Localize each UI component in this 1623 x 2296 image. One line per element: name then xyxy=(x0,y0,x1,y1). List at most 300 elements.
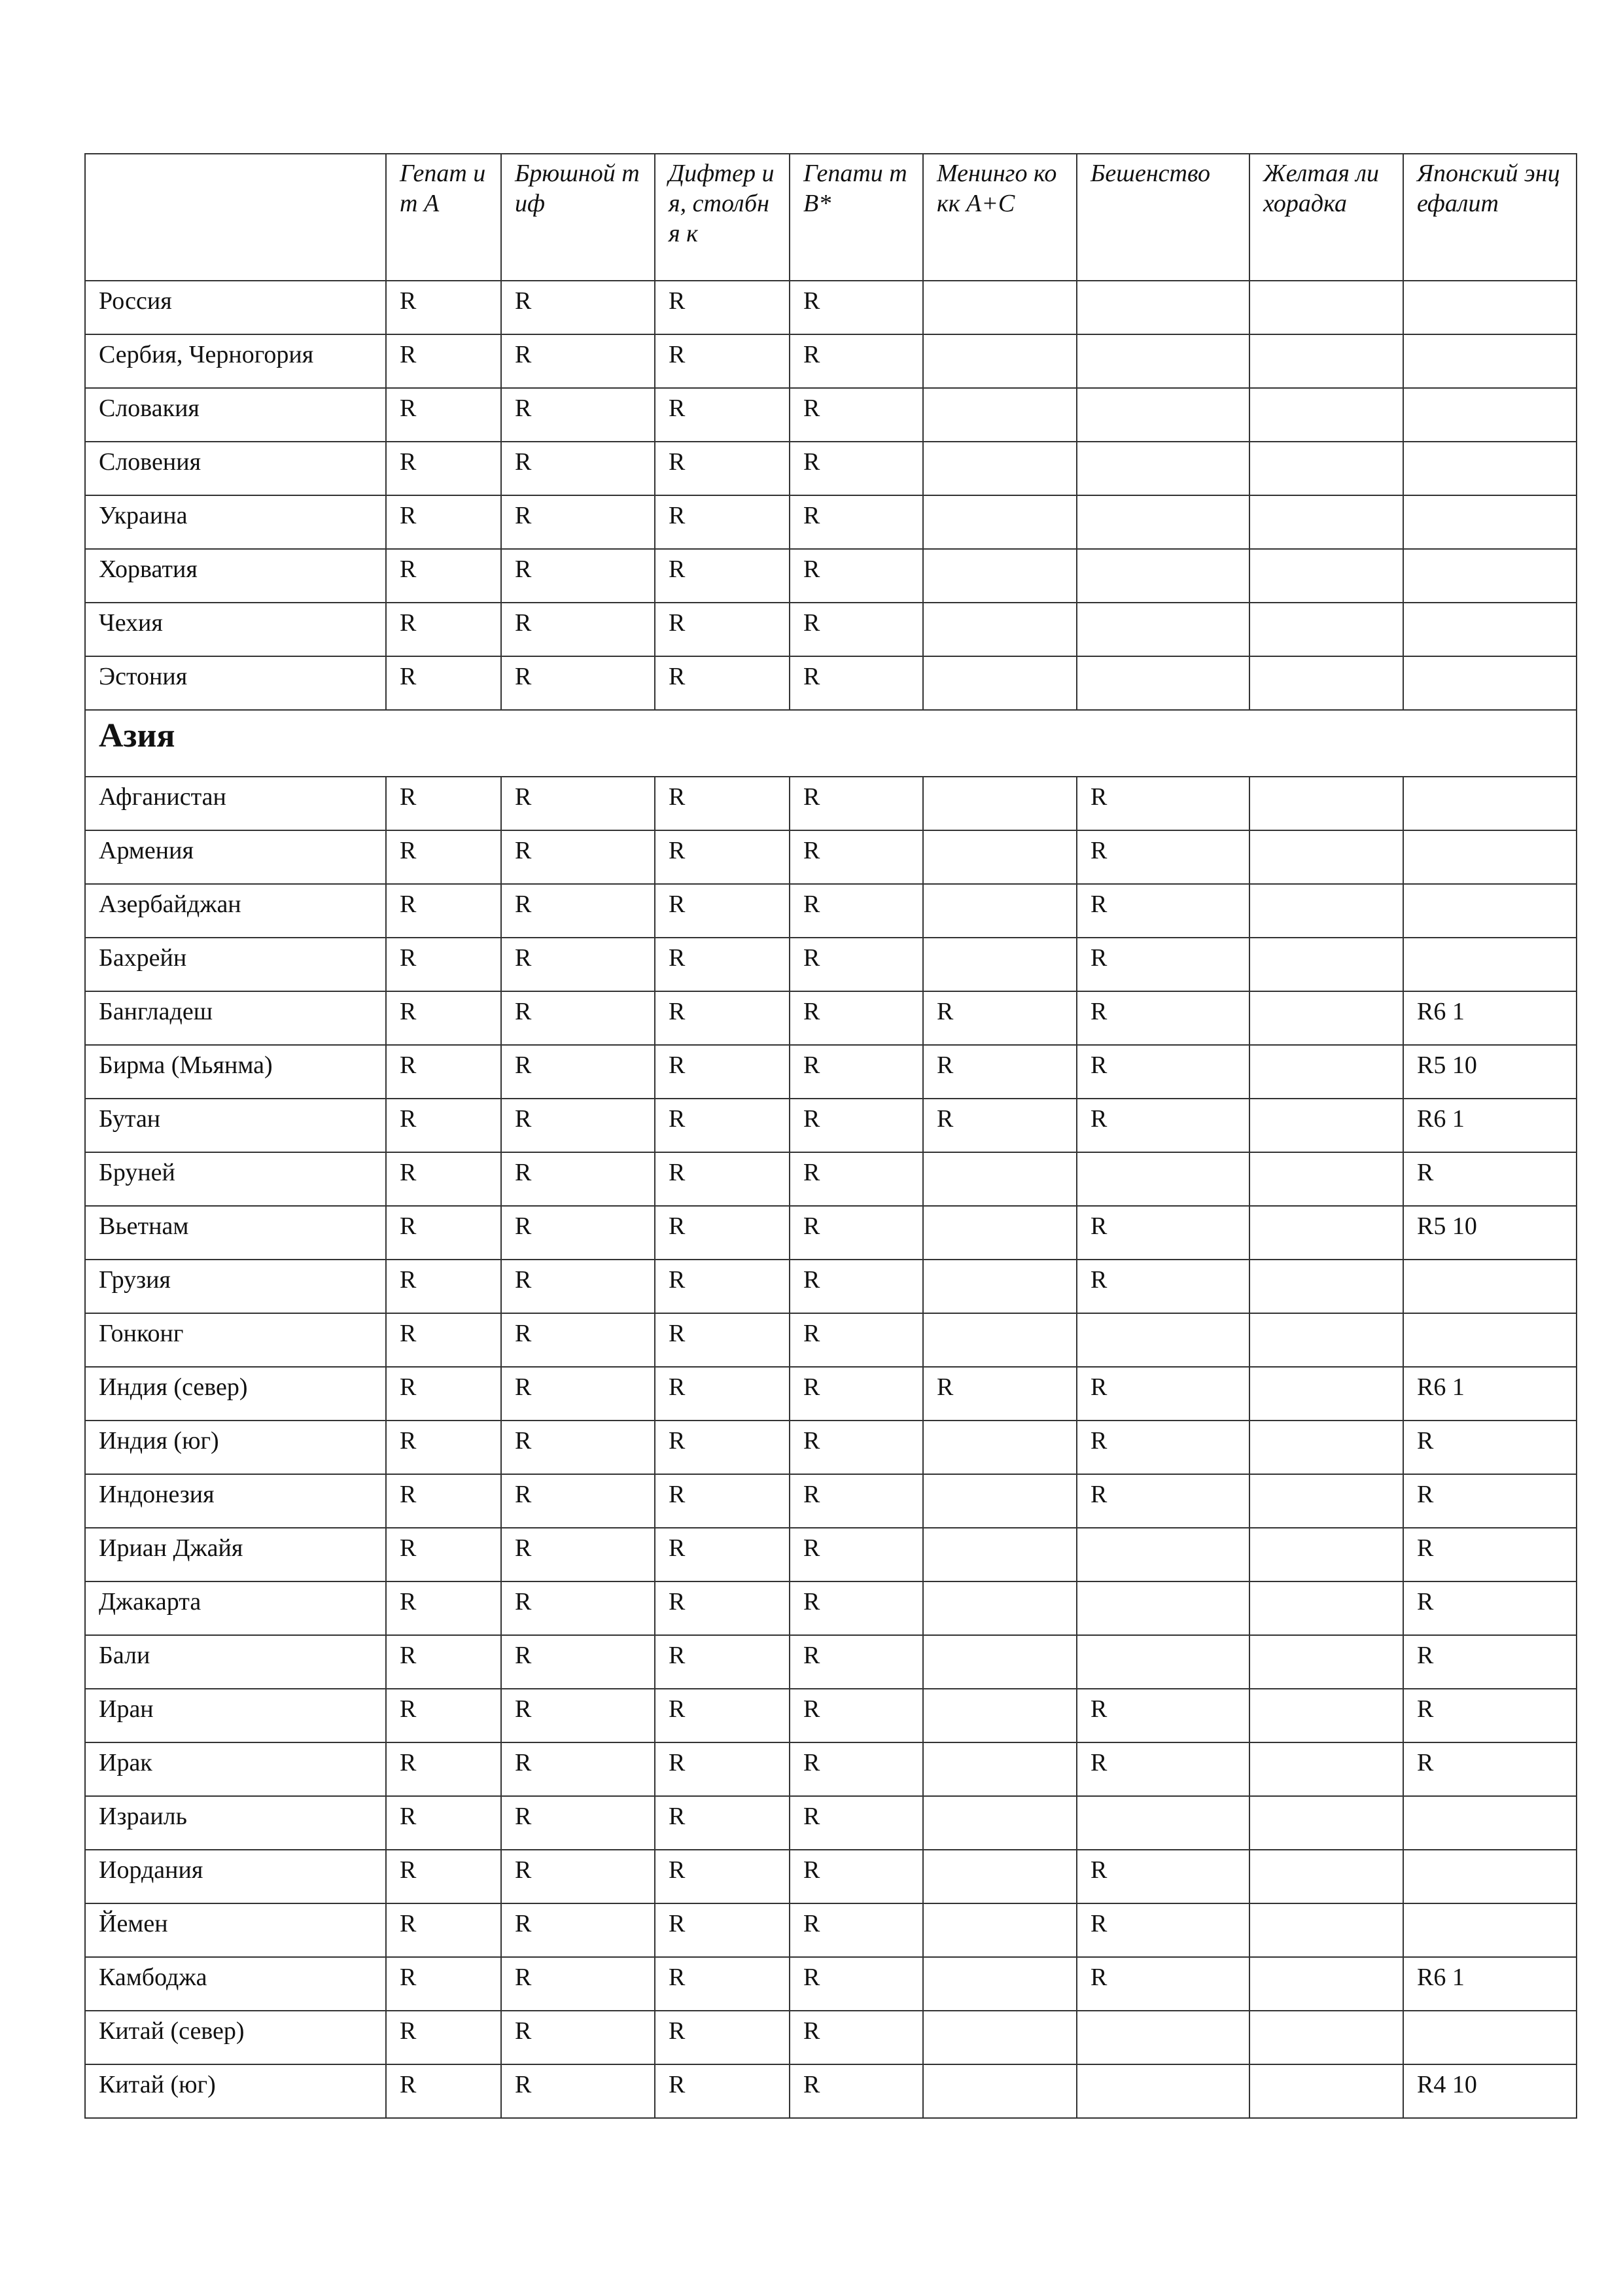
vaccine-cell xyxy=(923,1421,1077,1474)
table-row xyxy=(85,1045,1577,1099)
header-cell-japanese-encephalitis: Японский энцефалит xyxy=(1403,154,1577,281)
header-cell-rabies: Бешенство xyxy=(1077,154,1249,281)
table-row xyxy=(85,281,1577,334)
country-cell: Бутан xyxy=(85,1099,386,1152)
vaccine-cell xyxy=(1403,1796,1577,1850)
header-cell-meningococcus: Менинго кокк А+С xyxy=(923,154,1077,281)
vaccine-cell: R xyxy=(655,334,790,388)
table-row xyxy=(85,388,1577,442)
vaccine-cell: R xyxy=(501,442,655,495)
vaccine-cell: R xyxy=(386,603,501,656)
vaccine-cell xyxy=(923,549,1077,603)
vaccine-cell xyxy=(1249,2064,1403,2118)
table-row xyxy=(85,1099,1577,1152)
country-cell: Камбоджа xyxy=(85,1957,386,2011)
country-cell: Азербайджан xyxy=(85,884,386,938)
vaccine-cell xyxy=(923,442,1077,495)
vaccine-cell: R xyxy=(655,1581,790,1635)
vaccine-cell: R xyxy=(1403,1152,1577,1206)
vaccine-cell xyxy=(1249,442,1403,495)
vaccine-cell: R xyxy=(501,1635,655,1689)
table-row xyxy=(85,1260,1577,1313)
vaccine-cell xyxy=(1077,1152,1249,1206)
vaccine-cell: R xyxy=(386,1152,501,1206)
vaccine-cell: R xyxy=(655,549,790,603)
table-row xyxy=(85,495,1577,549)
country-cell: Бали xyxy=(85,1635,386,1689)
vaccine-cell: R xyxy=(655,1796,790,1850)
vaccine-cell: R xyxy=(1077,1957,1249,2011)
country-cell: Бирма (Мьянма) xyxy=(85,1045,386,1099)
vaccine-cell: R xyxy=(790,334,923,388)
vaccine-cell: R6 1 xyxy=(1403,1367,1577,1421)
vaccine-cell xyxy=(1403,1903,1577,1957)
vaccine-cell: R6 1 xyxy=(1403,991,1577,1045)
vaccine-cell xyxy=(923,388,1077,442)
table-row xyxy=(85,1152,1577,1206)
vaccine-cell: R xyxy=(790,2064,923,2118)
country-cell: Чехия xyxy=(85,603,386,656)
table-row xyxy=(85,656,1577,710)
vaccine-cell xyxy=(923,1260,1077,1313)
vaccine-cell xyxy=(1403,656,1577,710)
section-row xyxy=(85,710,1577,777)
vaccine-cell: R xyxy=(501,830,655,884)
vaccine-cell: R xyxy=(386,1367,501,1421)
vaccine-cell: R xyxy=(1077,1742,1249,1796)
vaccine-cell xyxy=(923,603,1077,656)
country-cell: Йемен xyxy=(85,1903,386,1957)
vaccine-cell: R xyxy=(790,1689,923,1742)
table-row xyxy=(85,1957,1577,2011)
vaccine-cell: R xyxy=(655,938,790,991)
vaccine-cell xyxy=(923,2011,1077,2064)
vaccine-cell: R xyxy=(655,1957,790,2011)
vaccine-cell: R xyxy=(655,1742,790,1796)
vaccine-cell: R xyxy=(1403,1474,1577,1528)
country-cell: Словения xyxy=(85,442,386,495)
country-cell: Китай (север) xyxy=(85,2011,386,2064)
vaccine-cell: R xyxy=(790,495,923,549)
vaccine-cell: R xyxy=(790,1367,923,1421)
vaccine-cell: R xyxy=(790,1474,923,1528)
vaccine-cell: R xyxy=(655,991,790,1045)
vaccine-cell: R xyxy=(386,281,501,334)
country-cell: Россия xyxy=(85,281,386,334)
table-row xyxy=(85,549,1577,603)
vaccine-cell xyxy=(1077,1635,1249,1689)
vaccine-cell: R xyxy=(386,1635,501,1689)
vaccine-cell: R xyxy=(501,1260,655,1313)
table-row xyxy=(85,1367,1577,1421)
vaccine-cell xyxy=(1249,1903,1403,1957)
vaccine-cell xyxy=(1403,1260,1577,1313)
country-cell: Иран xyxy=(85,1689,386,1742)
vaccine-cell xyxy=(1249,1421,1403,1474)
vaccine-cell xyxy=(1077,2011,1249,2064)
vaccine-cell: R xyxy=(790,938,923,991)
vaccine-cell: R xyxy=(501,884,655,938)
vaccine-cell xyxy=(923,1689,1077,1742)
header-cell-hepatitis-b: Гепати т В* xyxy=(790,154,923,281)
vaccine-cell: R xyxy=(501,1474,655,1528)
vaccine-cell xyxy=(1077,1313,1249,1367)
vaccine-cell: R xyxy=(790,1421,923,1474)
country-cell: Бангладеш xyxy=(85,991,386,1045)
vaccine-cell: R xyxy=(1077,1689,1249,1742)
vaccine-cell: R xyxy=(386,656,501,710)
vaccine-cell xyxy=(923,281,1077,334)
country-cell: Сербия, Черногория xyxy=(85,334,386,388)
vaccine-cell: R xyxy=(1077,991,1249,1045)
table-row xyxy=(85,334,1577,388)
header-cell-yellow-fever: Желтая лихорадка xyxy=(1249,154,1403,281)
vaccine-cell: R xyxy=(655,442,790,495)
vaccine-cell: R xyxy=(501,1099,655,1152)
vaccine-cell xyxy=(1077,495,1249,549)
country-cell: Армения xyxy=(85,830,386,884)
country-cell: Израиль xyxy=(85,1796,386,1850)
vaccine-cell xyxy=(1249,1689,1403,1742)
table-row xyxy=(85,1313,1577,1367)
vaccine-cell: R xyxy=(655,1635,790,1689)
vaccine-cell: R xyxy=(501,777,655,830)
vaccine-cell: R xyxy=(655,281,790,334)
vaccine-cell: R xyxy=(501,334,655,388)
table-row xyxy=(85,1903,1577,1957)
vaccine-cell: R xyxy=(386,777,501,830)
country-cell: Афганистан xyxy=(85,777,386,830)
vaccine-cell xyxy=(1249,830,1403,884)
vaccine-cell xyxy=(1249,549,1403,603)
vaccine-cell: R xyxy=(386,1045,501,1099)
vaccine-cell: R xyxy=(386,549,501,603)
table-row xyxy=(85,1421,1577,1474)
vaccine-cell xyxy=(923,1581,1077,1635)
vaccine-cell: R xyxy=(1077,1045,1249,1099)
vaccine-cell: R xyxy=(386,884,501,938)
vaccine-cell xyxy=(923,830,1077,884)
vaccine-cell xyxy=(1077,603,1249,656)
vaccine-cell xyxy=(1403,388,1577,442)
vaccine-cell: R xyxy=(790,1528,923,1581)
vaccine-cell: R xyxy=(790,1850,923,1903)
table-row xyxy=(85,938,1577,991)
vaccine-cell: R xyxy=(790,656,923,710)
vaccine-cell xyxy=(923,1850,1077,1903)
vaccine-cell: R xyxy=(386,1099,501,1152)
vaccine-cell: R xyxy=(386,991,501,1045)
vaccine-cell xyxy=(1403,603,1577,656)
vaccine-cell: R xyxy=(790,281,923,334)
vaccine-cell: R xyxy=(790,1796,923,1850)
vaccine-cell: R xyxy=(655,388,790,442)
vaccine-cell xyxy=(1077,656,1249,710)
vaccine-cell: R xyxy=(501,549,655,603)
vaccine-cell xyxy=(1249,1152,1403,1206)
vaccine-cell: R xyxy=(501,991,655,1045)
vaccine-cell xyxy=(1249,1045,1403,1099)
vaccine-cell: R xyxy=(655,1903,790,1957)
header-row xyxy=(85,154,1577,281)
country-cell: Украина xyxy=(85,495,386,549)
vaccine-cell xyxy=(923,1206,1077,1260)
vaccine-cell xyxy=(1077,334,1249,388)
country-cell: Индонезия xyxy=(85,1474,386,1528)
table-row xyxy=(85,777,1577,830)
vaccine-cell xyxy=(1249,1313,1403,1367)
vaccine-cell xyxy=(1403,2011,1577,2064)
vaccine-cell: R xyxy=(386,1421,501,1474)
vaccine-cell xyxy=(1249,334,1403,388)
vaccine-cell xyxy=(1249,2011,1403,2064)
vaccine-cell: R xyxy=(386,1581,501,1635)
vaccine-cell xyxy=(923,495,1077,549)
vaccine-cell xyxy=(923,656,1077,710)
vaccine-cell xyxy=(923,777,1077,830)
vaccine-cell: R xyxy=(501,603,655,656)
vaccine-cell: R xyxy=(386,1528,501,1581)
vaccine-cell: R4 10 xyxy=(1403,2064,1577,2118)
vaccine-cell xyxy=(1249,495,1403,549)
vaccine-cell: R xyxy=(1077,1367,1249,1421)
vaccine-cell: R xyxy=(501,388,655,442)
vaccine-cell xyxy=(1249,1474,1403,1528)
vaccine-cell: R xyxy=(655,884,790,938)
vaccine-cell: R xyxy=(386,2064,501,2118)
vaccine-cell: R xyxy=(1403,1528,1577,1581)
vaccine-cell: R xyxy=(1077,1260,1249,1313)
vaccine-cell: R xyxy=(1077,884,1249,938)
country-cell: Бахрейн xyxy=(85,938,386,991)
vaccine-cell: R xyxy=(386,938,501,991)
vaccine-cell xyxy=(1249,603,1403,656)
vaccine-cell xyxy=(1403,442,1577,495)
vaccine-cell xyxy=(923,1528,1077,1581)
vaccine-cell: R xyxy=(386,1903,501,1957)
vaccine-cell xyxy=(1077,1581,1249,1635)
vaccine-cell xyxy=(1249,281,1403,334)
vaccine-cell: R xyxy=(1077,777,1249,830)
vaccine-cell xyxy=(923,334,1077,388)
vaccine-cell: R xyxy=(655,1099,790,1152)
vaccine-cell: R xyxy=(655,1367,790,1421)
country-cell: Эстония xyxy=(85,656,386,710)
vaccine-cell xyxy=(1249,1260,1403,1313)
vaccine-cell: R xyxy=(655,1528,790,1581)
table-row xyxy=(85,1528,1577,1581)
vaccine-cell: R xyxy=(386,1742,501,1796)
vaccine-cell xyxy=(1403,1850,1577,1903)
vaccine-cell xyxy=(1249,1206,1403,1260)
vaccine-cell: R xyxy=(923,1045,1077,1099)
vaccine-cell: R xyxy=(655,603,790,656)
vaccine-cell: R xyxy=(386,1313,501,1367)
vaccine-cell xyxy=(1077,2064,1249,2118)
vaccine-cell: R xyxy=(790,549,923,603)
vaccine-cell: R xyxy=(501,1957,655,2011)
vaccine-cell: R xyxy=(790,442,923,495)
vaccine-cell xyxy=(1403,281,1577,334)
vaccine-cell: R xyxy=(655,656,790,710)
table-row xyxy=(85,1689,1577,1742)
vaccine-cell xyxy=(923,1742,1077,1796)
table-row xyxy=(85,1796,1577,1850)
vaccine-cell: R xyxy=(501,1796,655,1850)
vaccine-cell: R xyxy=(501,1903,655,1957)
vaccine-cell xyxy=(1403,334,1577,388)
vaccine-cell: R xyxy=(655,1474,790,1528)
vaccine-cell xyxy=(923,1796,1077,1850)
vaccine-cell xyxy=(1249,938,1403,991)
vaccine-cell: R xyxy=(386,2011,501,2064)
vaccine-cell xyxy=(1249,1367,1403,1421)
vaccine-cell: R xyxy=(386,1796,501,1850)
vaccine-cell xyxy=(1249,1796,1403,1850)
vaccine-cell: R xyxy=(501,1742,655,1796)
vaccine-cell xyxy=(923,1313,1077,1367)
vaccine-cell: R xyxy=(386,334,501,388)
table-row xyxy=(85,1635,1577,1689)
vaccine-cell: R xyxy=(501,1206,655,1260)
vaccine-cell: R xyxy=(501,2064,655,2118)
vaccine-cell: R xyxy=(655,1850,790,1903)
vaccine-cell: R xyxy=(386,388,501,442)
table-row xyxy=(85,1742,1577,1796)
vaccine-cell: R xyxy=(790,1099,923,1152)
vaccine-cell: R xyxy=(790,1903,923,1957)
vaccine-cell: R xyxy=(386,1689,501,1742)
vaccine-cell xyxy=(1077,281,1249,334)
vaccine-cell: R xyxy=(655,1689,790,1742)
table-row xyxy=(85,884,1577,938)
vaccine-cell xyxy=(923,1903,1077,1957)
vaccine-cell xyxy=(1249,1850,1403,1903)
vaccine-cell: R6 1 xyxy=(1403,1099,1577,1152)
vaccine-cell: R xyxy=(386,1206,501,1260)
header-cell-hepatitis-a: Гепат ит А xyxy=(386,154,501,281)
vaccine-cell xyxy=(1077,388,1249,442)
vaccine-cell xyxy=(1403,830,1577,884)
vaccine-cell: R xyxy=(655,495,790,549)
vaccine-cell: R xyxy=(923,991,1077,1045)
vaccine-cell: R xyxy=(501,1689,655,1742)
vaccine-cell: R xyxy=(1077,1421,1249,1474)
table-row xyxy=(85,603,1577,656)
vaccine-cell: R xyxy=(501,1850,655,1903)
vaccine-cell: R xyxy=(386,830,501,884)
vaccine-cell: R xyxy=(655,1260,790,1313)
vaccine-cell: R xyxy=(790,1045,923,1099)
vaccine-cell: R xyxy=(386,442,501,495)
vaccine-cell: R xyxy=(790,1635,923,1689)
country-cell: Словакия xyxy=(85,388,386,442)
vaccine-cell xyxy=(1403,495,1577,549)
vaccine-cell xyxy=(1249,656,1403,710)
vaccine-cell: R xyxy=(655,1206,790,1260)
vaccine-cell: R xyxy=(1077,830,1249,884)
vaccine-cell: R xyxy=(1077,1206,1249,1260)
vaccine-cell: R xyxy=(655,2011,790,2064)
section-heading: Азия xyxy=(85,710,1577,777)
vaccine-cell xyxy=(923,1152,1077,1206)
vaccine-cell xyxy=(923,884,1077,938)
vaccine-cell: R xyxy=(790,2011,923,2064)
vaccine-cell: R xyxy=(501,656,655,710)
vaccine-cell xyxy=(1077,549,1249,603)
country-cell: Джакарта xyxy=(85,1581,386,1635)
table-row xyxy=(85,1206,1577,1260)
vaccine-cell: R xyxy=(655,1421,790,1474)
vaccine-cell: R xyxy=(501,1152,655,1206)
header-cell-country xyxy=(85,154,386,281)
vaccine-cell xyxy=(1403,549,1577,603)
vaccine-cell: R xyxy=(501,1528,655,1581)
vaccine-cell: R xyxy=(386,495,501,549)
vaccine-cell: R xyxy=(1077,1099,1249,1152)
table-row xyxy=(85,2011,1577,2064)
vaccine-cell xyxy=(1249,1635,1403,1689)
vaccine-cell xyxy=(1077,1528,1249,1581)
vaccine-cell xyxy=(1403,938,1577,991)
vaccine-cell: R xyxy=(790,830,923,884)
table-row xyxy=(85,830,1577,884)
vaccine-cell: R xyxy=(501,281,655,334)
vaccine-cell: R xyxy=(790,388,923,442)
table-row xyxy=(85,1850,1577,1903)
vaccine-cell: R xyxy=(790,884,923,938)
vaccine-cell: R xyxy=(1403,1581,1577,1635)
vaccine-cell: R5 10 xyxy=(1403,1206,1577,1260)
vaccine-cell xyxy=(1077,442,1249,495)
vaccine-cell: R xyxy=(790,991,923,1045)
vaccine-cell xyxy=(923,2064,1077,2118)
vaccine-cell: R xyxy=(386,1260,501,1313)
country-cell: Хорватия xyxy=(85,549,386,603)
vaccine-cell: R xyxy=(501,495,655,549)
vaccine-cell: R xyxy=(386,1957,501,2011)
country-cell: Ирак xyxy=(85,1742,386,1796)
vaccine-cell xyxy=(1249,1581,1403,1635)
vaccine-cell: R xyxy=(790,1313,923,1367)
vaccine-cell: R xyxy=(1077,1474,1249,1528)
header-cell-typhoid: Брюшной тиф xyxy=(501,154,655,281)
vaccine-cell: R xyxy=(790,1206,923,1260)
vaccine-cell xyxy=(1249,1099,1403,1152)
vaccine-cell: R xyxy=(501,1367,655,1421)
vaccine-cell: R xyxy=(501,1421,655,1474)
vaccine-cell: R xyxy=(790,603,923,656)
vaccine-cell: R xyxy=(1077,1850,1249,1903)
vaccine-cell: R xyxy=(386,1850,501,1903)
vaccine-cell: R xyxy=(501,1045,655,1099)
country-cell: Ириан Джайя xyxy=(85,1528,386,1581)
vaccine-cell xyxy=(1249,388,1403,442)
vaccine-cell xyxy=(1403,1313,1577,1367)
country-cell: Бруней xyxy=(85,1152,386,1206)
vaccine-cell xyxy=(923,938,1077,991)
vaccine-cell: R xyxy=(923,1099,1077,1152)
vaccine-cell: R xyxy=(501,938,655,991)
table-row xyxy=(85,1474,1577,1528)
country-cell: Вьетнам xyxy=(85,1206,386,1260)
vaccine-cell: R xyxy=(501,1581,655,1635)
vaccine-cell xyxy=(923,1474,1077,1528)
vaccine-cell: R xyxy=(655,830,790,884)
vaccine-cell: R xyxy=(1403,1635,1577,1689)
vaccine-cell: R xyxy=(655,1045,790,1099)
country-cell: Китай (юг) xyxy=(85,2064,386,2118)
